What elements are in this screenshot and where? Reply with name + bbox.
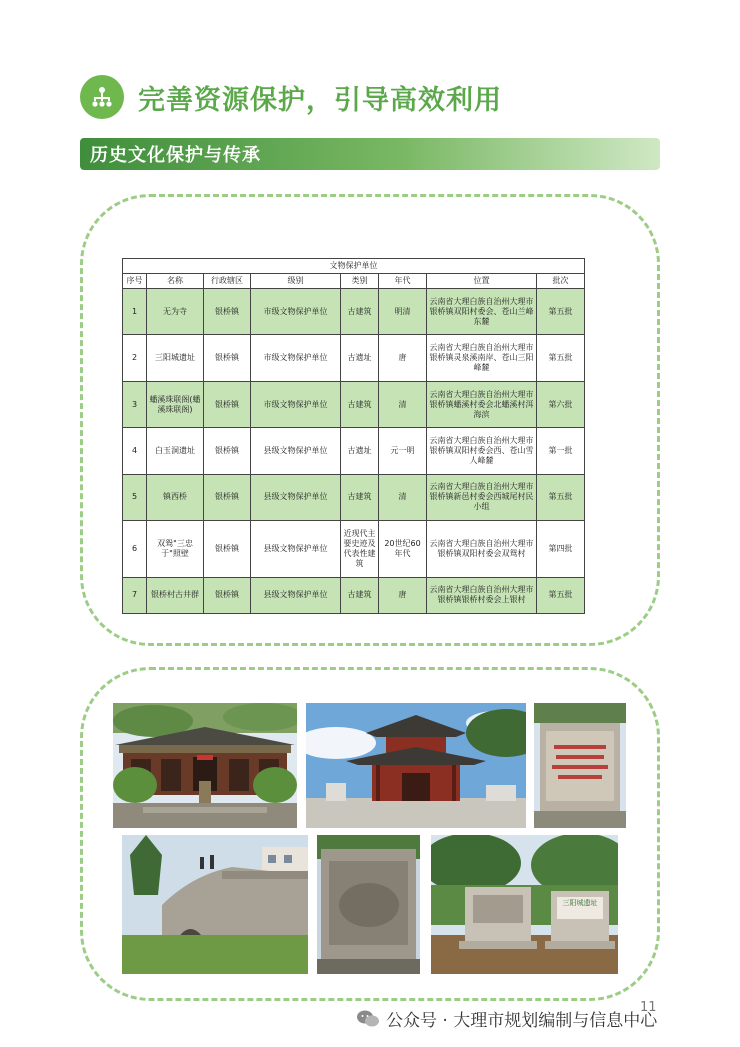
site-marker-sign-text: 三阳城遗址 [562, 899, 598, 907]
cell-batch: 第六批 [537, 381, 585, 427]
cell-level: 县级文物保护单位 [251, 428, 341, 474]
section-title: 历史文化保护与传承 [90, 145, 261, 166]
cell-name: 白玉洞遗址 [147, 428, 204, 474]
cell-no: 3 [123, 381, 147, 427]
column-header: 年代 [379, 274, 427, 289]
relics-table [122, 258, 585, 614]
screen-wall-photo [317, 835, 420, 974]
cell-era: 20世纪60年代 [379, 521, 427, 578]
cell-name: 双鸳"三忠于"照壁 [147, 521, 204, 578]
table-row [123, 474, 585, 520]
table-row [123, 289, 585, 335]
cell-location: 云南省大理白族自治州大理市银桥镇双阳村委会西、苍山雪人峰麓 [427, 428, 537, 474]
cell-level: 县级文物保护单位 [251, 521, 341, 578]
column-header: 序号 [123, 274, 147, 289]
column-header: 级别 [251, 274, 341, 289]
cell-district: 银桥镇 [204, 577, 251, 613]
cell-no: 4 [123, 428, 147, 474]
cell-category: 古建筑 [341, 474, 379, 520]
cell-name: 银桥村古井群 [147, 577, 204, 613]
cell-batch: 第五批 [537, 474, 585, 520]
cell-batch: 第五批 [537, 577, 585, 613]
footer-attribution [356, 1006, 657, 1031]
table-row [123, 577, 585, 613]
cell-district: 银桥镇 [204, 474, 251, 520]
hierarchy-icon [80, 75, 124, 119]
cell-district: 银桥镇 [204, 289, 251, 335]
cell-district: 银桥镇 [204, 381, 251, 427]
cell-no: 5 [123, 474, 147, 520]
cell-era: 元一明 [379, 428, 427, 474]
cell-district: 银桥镇 [204, 428, 251, 474]
cell-level: 市级文物保护单位 [251, 335, 341, 381]
cell-batch: 第一批 [537, 428, 585, 474]
cell-category: 古遗址 [341, 335, 379, 381]
cell-name: 无为寺 [147, 289, 204, 335]
column-header: 名称 [147, 274, 204, 289]
wechat-icon [356, 1009, 380, 1029]
cell-district: 银桥镇 [204, 521, 251, 578]
table-row [123, 335, 585, 381]
temple-hall-photo [113, 703, 297, 828]
table-caption: 文物保护单位 [123, 259, 585, 274]
cell-era: 清 [379, 474, 427, 520]
cell-name: 三阳城遗址 [147, 335, 204, 381]
cell-name: 镇西桥 [147, 474, 204, 520]
cell-location: 云南省大理白族自治州大理市银桥镇双阳村委会双鸳村 [427, 521, 537, 578]
cell-location: 云南省大理白族自治州大理市银桥镇蟠溪村委会北蟠溪村洱海滨 [427, 381, 537, 427]
stone-bridge-photo [122, 835, 308, 974]
stone-monument-photo [534, 703, 626, 828]
column-header: 类别 [341, 274, 379, 289]
page-title: 完善资源保护，引导高效利用 [138, 84, 502, 116]
cell-batch: 第五批 [537, 289, 585, 335]
cell-era: 明清 [379, 289, 427, 335]
cell-level: 市级文物保护单位 [251, 289, 341, 335]
cell-location: 云南省大理白族自治州大理市银桥镇银桥村委会上银村 [427, 577, 537, 613]
site-markers-photo [431, 835, 618, 974]
cell-category: 近现代主要史迹及代表性建筑 [341, 521, 379, 578]
cell-category: 古建筑 [341, 289, 379, 335]
table-row [123, 428, 585, 474]
section-banner [80, 138, 660, 170]
footer-text: 公众号 · 大理市规划编制与信息中心 [386, 1011, 658, 1031]
cell-no: 2 [123, 335, 147, 381]
cell-era: 唐 [379, 335, 427, 381]
cell-no: 7 [123, 577, 147, 613]
table-row [123, 521, 585, 578]
cell-batch: 第四批 [537, 521, 585, 578]
cell-level: 县级文物保护单位 [251, 474, 341, 520]
page-number: 11 [640, 1000, 657, 1015]
cell-level: 市级文物保护单位 [251, 381, 341, 427]
cell-no: 1 [123, 289, 147, 335]
page-header [80, 74, 502, 120]
cell-location: 云南省大理白族自治州大理市银桥镇灵泉溪南岸、苍山三阳峰麓 [427, 335, 537, 381]
column-header: 批次 [537, 274, 585, 289]
table-row [123, 381, 585, 427]
cell-category: 古遗址 [341, 428, 379, 474]
cell-location: 云南省大理白族自治州大理市银桥镇双阳村委会、苍山兰峰东麓 [427, 289, 537, 335]
cell-era: 唐 [379, 577, 427, 613]
cell-batch: 第五批 [537, 335, 585, 381]
cell-category: 古建筑 [341, 381, 379, 427]
cell-era: 清 [379, 381, 427, 427]
cell-location: 云南省大理白族自治州大理市银桥镇新邑村委会西城尾村民小组 [427, 474, 537, 520]
cell-level: 县级文物保护单位 [251, 577, 341, 613]
cell-no: 6 [123, 521, 147, 578]
column-header: 位置 [427, 274, 537, 289]
cell-district: 银桥镇 [204, 335, 251, 381]
cell-name: 蟠溪珠联阁(蟠溪珠联阁) [147, 381, 204, 427]
pavilion-photo [306, 703, 526, 828]
cell-category: 古建筑 [341, 577, 379, 613]
column-header: 行政辖区 [204, 274, 251, 289]
